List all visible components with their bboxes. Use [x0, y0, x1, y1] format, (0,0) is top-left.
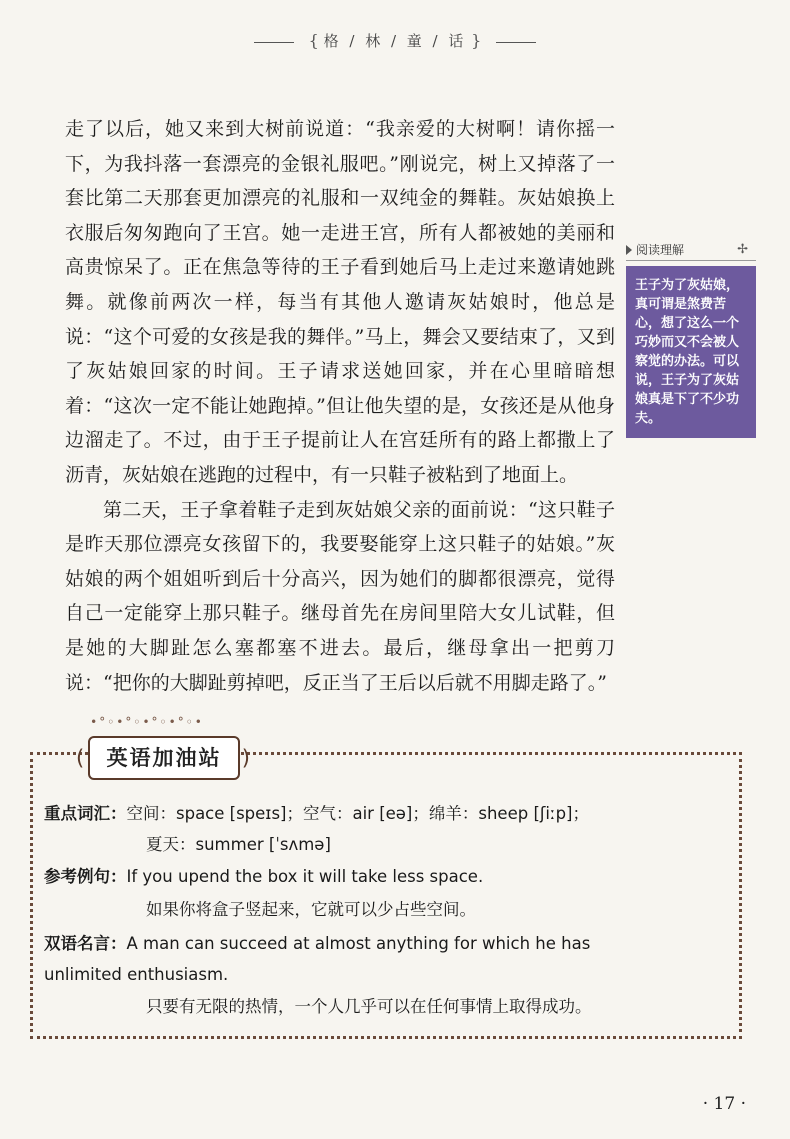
note-heading: 阅读理解: [636, 243, 685, 257]
page-number: · 17 ·: [702, 1094, 746, 1114]
ornament-icon: ✢: [737, 242, 748, 257]
vocab-line-1: 空间：space [speɪs]；空气：air [eə]；绵羊：sheep [ʃiːp]；: [126, 804, 589, 823]
book-title: 格 / 林 / 童 / 话: [323, 32, 467, 50]
triangle-marker-icon: [626, 245, 632, 255]
vocab-row: [44, 797, 724, 831]
quote-row: [44, 927, 724, 961]
header-rule-left: [254, 42, 294, 43]
story-paragraph-2: 第二天，王子拿着鞋子走到灰姑娘父亲的面前说：“这只鞋子是昨天那位漂亮女孩留下的，我要娶能穿上这只鞋子的姑娘。”灰姑娘的两个姐姐听到后十分高兴，因为她们的脚都很漂亮，觉得自己一定能穿上那只鞋子。继母首先在房间里陪大女儿试鞋，但是她的大脚趾怎么塞都塞不进去。最后，继母拿出一把剪刀说：“把你的大脚趾剪掉吧，反正当了王后以后就不用脚走路了。”: [65, 498, 615, 694]
story-paragraph-1: 走了以后，她又来到大树前说道：“我亲爱的大树啊！请你摇一下，为我抖落一套漂亮的金银礼服吧。”刚说完，树上又掉落了一套比第二天那套更加漂亮的礼服和一双纯金的舞鞋。灰姑娘换上衣服后匆匆跑向了王宫。她一走进王宫，所有人都被她的美丽和高贵惊呆了。正在焦急等待的王子看到她后马上走过来邀请她跳舞。就像前两次一样，每当有其他人邀请灰姑娘时，他总是说：“这个可爱的女孩是我的舞伴。”马上，舞会又要结束了，又到了灰姑娘回家的时间。王子请求送她回家，并在心里暗暗想着：“这次一定不能让她跑掉。”但让他失望的是，女孩还是从他身边溜走了。不过，由于王子提前让人在宫廷所有的路上都撒上了沥青，灰姑娘在逃跑的过程中，有一只鞋子被粘到了地面上。: [65, 118, 615, 486]
quote-label: 双语名言：: [44, 934, 127, 953]
quote-english-1: A man can succeed at almost anything for which he has: [126, 934, 591, 953]
vocab-label: 重点词汇：: [44, 804, 127, 823]
note-heading-bar: [626, 240, 756, 261]
example-label: 参考例句：: [44, 867, 127, 886]
header-brace-left: {: [308, 31, 319, 50]
header-brace-right: }: [471, 31, 482, 50]
english-station-title: ( 英语加油站 ): [88, 736, 240, 780]
example-english: If you upend the box it will take less space.: [126, 867, 484, 886]
running-header: [0, 30, 790, 51]
quote-chinese: 只要有无限的热情，一个人几乎可以在任何事情上取得成功。: [146, 997, 592, 1016]
header-rule-right: [496, 42, 536, 43]
note-text: 王子为了灰姑娘，真可谓是煞费苦心，想了这么一个巧妙而又不会被人察觉的办法。可以说，王子为了灰姑娘真是下了不少功夫。: [626, 266, 756, 438]
quote-row-2: [44, 958, 724, 992]
example-row: [44, 860, 724, 894]
reading-comprehension-note: [626, 240, 756, 438]
title-ornament-icon: •°◦•°◦•°◦•°◦•: [90, 715, 204, 729]
example-chinese: 如果你将盒子竖起来，它就可以少占些空间。: [146, 900, 476, 919]
story-body: [65, 112, 615, 700]
quote-english-2: unlimited enthusiasm.: [44, 965, 229, 984]
vocab-line-2: 夏天：summer [ˈsʌmə]: [146, 835, 331, 854]
